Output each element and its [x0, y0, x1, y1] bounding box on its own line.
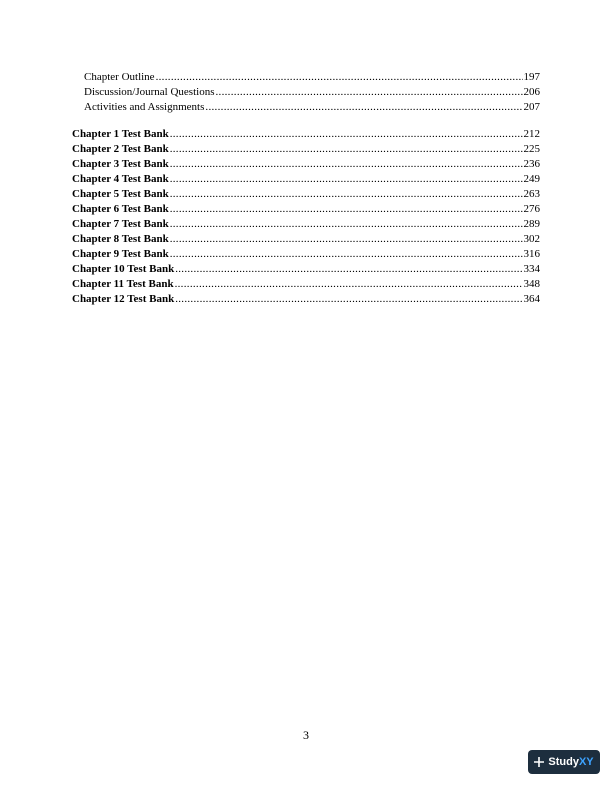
toc-entry-chapter-3-test-bank[interactable] [72, 157, 540, 172]
toc-entry-chapter-8-test-bank[interactable] [72, 232, 540, 247]
toc-entry-title: Chapter 4 Test Bank [72, 173, 169, 185]
toc-entry-title: Chapter 10 Test Bank [72, 263, 175, 275]
toc-entry-chapter-2-test-bank[interactable] [72, 142, 540, 157]
toc-entry-title: Chapter 11 Test Bank [72, 278, 174, 290]
toc-entry-chapter-1-test-bank[interactable] [72, 127, 540, 142]
toc-entry-chapter-7-test-bank[interactable] [72, 217, 540, 232]
toc-entry-page: 212 [523, 128, 540, 140]
toc-dot-leader [205, 100, 522, 115]
toc-entry-chapter-10-test-bank[interactable] [72, 262, 540, 277]
toc-entry-page: 364 [523, 293, 540, 305]
toc-dot-leader [170, 247, 523, 262]
toc-dot-leader [170, 187, 523, 202]
studyxy-badge[interactable] [528, 750, 600, 774]
toc-dot-leader [170, 172, 523, 187]
toc-entry-chapter-9-test-bank[interactable] [72, 247, 540, 262]
toc-entry-page: 302 [523, 233, 540, 245]
toc-entry-page: 289 [523, 218, 540, 230]
toc-entry-chapter-6-test-bank[interactable] [72, 202, 540, 217]
toc-entry-title: Chapter 1 Test Bank [72, 128, 169, 140]
plus-icon [534, 757, 544, 767]
toc-dot-leader [170, 127, 523, 142]
toc-entry-chapter-outline[interactable] [72, 70, 540, 85]
page-number: 3 [303, 728, 309, 742]
toc-section-gap [72, 115, 540, 127]
toc-entry-title: Chapter 12 Test Bank [72, 293, 175, 305]
brand-name [548, 756, 593, 768]
brand-prefix: Study [548, 756, 579, 768]
toc-entry-title: Chapter 6 Test Bank [72, 203, 169, 215]
toc-entry-title: Chapter 3 Test Bank [72, 158, 169, 170]
toc-entry-title: Chapter 7 Test Bank [72, 218, 169, 230]
toc-entry-activities-and-assignments[interactable] [72, 100, 540, 115]
table-of-contents [72, 70, 540, 307]
toc-entry-page: 249 [523, 173, 540, 185]
toc-dot-leader [175, 262, 522, 277]
toc-entry-title: Chapter 5 Test Bank [72, 188, 169, 200]
toc-entry-title: Discussion/Journal Questions [84, 86, 215, 98]
toc-entry-page: 206 [523, 86, 540, 98]
toc-dot-leader [170, 217, 523, 232]
toc-entry-page: 316 [523, 248, 540, 260]
toc-entry-title: Chapter 9 Test Bank [72, 248, 169, 260]
brand-suffix: XY [578, 756, 594, 768]
toc-entry-title: Chapter 2 Test Bank [72, 143, 169, 155]
toc-entry-title: Chapter 8 Test Bank [72, 233, 169, 245]
toc-entry-page: 263 [523, 188, 540, 200]
toc-entry-page: 276 [523, 203, 540, 215]
toc-dot-leader [170, 232, 523, 247]
toc-entry-discussion-journal-questions[interactable] [72, 85, 540, 100]
toc-dot-leader [170, 157, 523, 172]
toc-entry-page: 207 [523, 101, 540, 113]
toc-dot-leader [170, 142, 523, 157]
toc-dot-leader [175, 277, 523, 292]
toc-entry-page: 348 [523, 278, 540, 290]
toc-dot-leader [175, 292, 522, 307]
toc-entry-page: 197 [523, 71, 540, 83]
toc-entry-title: Activities and Assignments [84, 101, 205, 113]
toc-entry-chapter-5-test-bank[interactable] [72, 187, 540, 202]
toc-dot-leader [156, 70, 523, 85]
toc-entry-title: Chapter Outline [84, 71, 155, 83]
toc-entry-chapter-4-test-bank[interactable] [72, 172, 540, 187]
toc-entry-page: 334 [523, 263, 540, 275]
toc-entry-chapter-12-test-bank[interactable] [72, 292, 540, 307]
toc-dot-leader [215, 85, 522, 100]
toc-entry-chapter-11-test-bank[interactable] [72, 277, 540, 292]
toc-entry-page: 225 [523, 143, 540, 155]
toc-entry-page: 236 [523, 158, 540, 170]
toc-dot-leader [170, 202, 523, 217]
